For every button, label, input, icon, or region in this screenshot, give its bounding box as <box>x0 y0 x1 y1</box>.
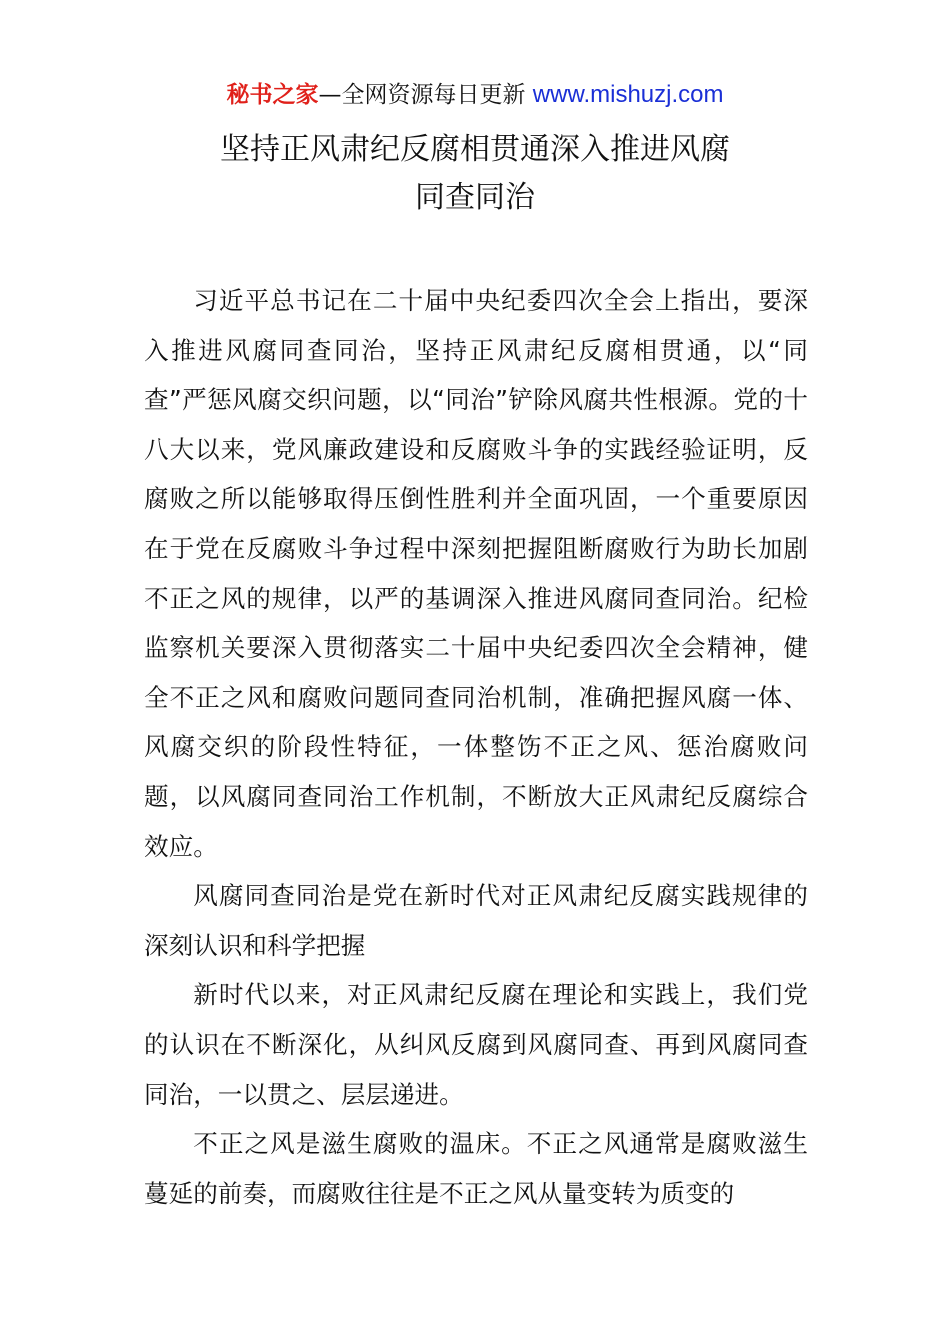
site-header <box>0 78 950 112</box>
title-line-2: 同查同治 <box>415 180 535 215</box>
header-tagline: —全网资源每日更新 <box>318 82 533 108</box>
paragraph: 风腐同查同治是党在新时代对正风肃纪反腐实践规律的深刻认识和科学把握 <box>144 881 808 960</box>
paragraph: 不正之风是滋生腐败的温床。不正之风通常是腐败滋生蔓延的前奏，而腐败往往是不正之风从量变转为质变的 <box>144 1129 808 1208</box>
paragraph: 习近平总书记在二十届中央纪委四次全会上指出，要深入推进风腐同查同治，坚持正风肃纪反腐相贯通，以“同查”严惩风腐交织问题，以“同治”铲除风腐共性根源。党的十八大以来，党风廉政建设和反腐败斗争的实践经验证明，反腐败之所以能够取得压倒性胜利并全面巩固，一个重要原因在于党在反腐败斗争过程中深刻把握阻断腐败行为助长加剧不正之风的规律，以严的基调深入推进风腐同查同治。纪检监察机关要深入贯彻落实二十届中央纪委四次全会精神，健全不正之风和腐败问题同查同治机制，准确把握风腐一体、风腐交织的阶段性特征，一体整饬不正之风、惩治腐败问题，以风腐同查同治工作机制，不断放大正风肃纪反腐综合效应。 <box>144 286 808 861</box>
title-line-1: 坚持正风肃纪反腐相贯通深入推进风腐 <box>220 132 730 167</box>
document-title <box>0 126 950 222</box>
site-url-link[interactable]: www.mishuzj.com <box>532 81 724 108</box>
brand-name: 秘书之家 <box>226 82 319 108</box>
paragraph: 新时代以来，对正风肃纪反腐在理论和实践上，我们党的认识在不断深化，从纠风反腐到风腐同查、再到风腐同查同治，一以贯之、层层递进。 <box>144 980 808 1109</box>
document-body <box>144 276 808 1218</box>
